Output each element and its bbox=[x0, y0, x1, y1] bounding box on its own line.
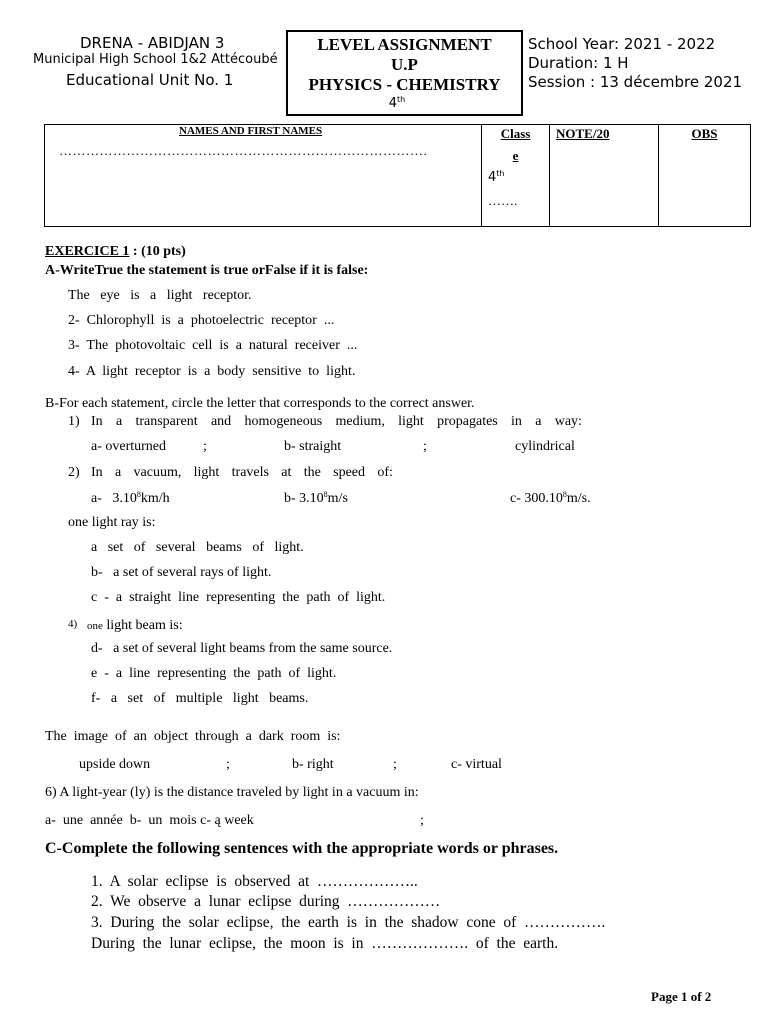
obs-header: OBS bbox=[691, 126, 718, 141]
assignment-title: LEVEL ASSIGNMENT bbox=[317, 35, 492, 54]
q5-stem: The image of an object through a dark room is: bbox=[45, 729, 341, 744]
part-b-title: B-For each statement, circle the letter that corresponds to the correct answer. bbox=[45, 396, 475, 411]
class-e: e bbox=[512, 148, 519, 163]
names-dots: ………………………………………………………………………. bbox=[59, 143, 428, 158]
q4-number: 4) bbox=[68, 618, 78, 630]
q2-option-a[interactable]: a- 3.10$^8$km/h bbox=[91, 490, 170, 506]
part-a-item: 3- The photovoltaic cell is a natural receiver ... bbox=[68, 338, 358, 353]
part-a-item: 2- Chlorophyll is a photoelectric receptor ... bbox=[68, 313, 335, 328]
part-c-item: 2. We observe a lunar eclipse during ……………… bbox=[91, 893, 441, 910]
q5-separator: ; bbox=[226, 757, 230, 772]
q6-options[interactable]: a- une année b- un mois c- ą week bbox=[45, 813, 254, 828]
school-name: Municipal High School 1&2 Attécoubé bbox=[33, 52, 278, 67]
q2-option-c[interactable]: c- 300.10$^8$m/s. bbox=[510, 490, 591, 506]
class-header: Class bbox=[500, 126, 531, 141]
q4-option[interactable]: d- a set of several light beams from the same source. bbox=[91, 641, 393, 656]
session-date: Session : 13 décembre 2021 bbox=[528, 73, 743, 91]
q2-number: 2) bbox=[68, 465, 80, 480]
duration: Duration: 1 H bbox=[528, 54, 629, 72]
q3-option[interactable]: c - a straight line representing the path of light. bbox=[91, 590, 386, 605]
q4-option[interactable]: f- a set of multiple light beams. bbox=[91, 691, 309, 706]
part-c-item: 3. During the solar eclipse, the earth is in the shadow cone of ……………. bbox=[91, 914, 606, 931]
q4-option[interactable]: e - a line representing the path of light. bbox=[91, 666, 337, 681]
q1-option-a[interactable]: a- overturned bbox=[91, 439, 167, 454]
q3-option[interactable]: a set of several beams of light. bbox=[91, 540, 304, 555]
q2-text: In a vacuum, light travels at the speed of: bbox=[91, 465, 393, 480]
subject-title: PHYSICS - CHEMISTRY bbox=[308, 75, 501, 94]
part-c-title: C-Complete the following sentences with the appropriate words or phrases. bbox=[45, 840, 559, 857]
school-year: School Year: 2021 - 2022 bbox=[528, 35, 716, 53]
exercise-title: EXERCICE 1 : (10 pts) bbox=[45, 244, 186, 259]
grade-level: 4th bbox=[388, 95, 406, 111]
school-region: DRENA - ABIDJAN 3 bbox=[80, 34, 225, 52]
part-a-title: A-WriteTrue the statement is true orFalse if it is false: bbox=[45, 263, 369, 278]
q1-separator: ; bbox=[203, 439, 207, 454]
q4-stem: one light beam is: bbox=[87, 618, 183, 633]
class-dots: ……. bbox=[488, 193, 518, 208]
assignment-up: U.P bbox=[391, 55, 418, 74]
note-cell[interactable] bbox=[550, 125, 659, 227]
q5-option-c[interactable]: c- virtual bbox=[451, 757, 502, 772]
q1-separator: ; bbox=[423, 439, 427, 454]
educational-unit: Educational Unit No. 1 bbox=[66, 71, 234, 89]
q1-option-b[interactable]: b- straight bbox=[284, 439, 342, 454]
q5-option-a[interactable]: upside down bbox=[79, 757, 151, 772]
q1-number: 1) bbox=[68, 414, 80, 429]
part-c-item: During the lunar eclipse, the moon is in ………………. of the earth. bbox=[91, 935, 559, 952]
note-header: NOTE/20 bbox=[556, 126, 610, 141]
page-number: Page 1 of 2 bbox=[651, 989, 712, 1004]
part-c-item: 1. A solar eclipse is observed at ……………….. bbox=[91, 873, 418, 890]
q2-option-b[interactable]: b- 3.10$^8$m/s bbox=[284, 490, 348, 506]
class-cell[interactable] bbox=[482, 125, 550, 227]
q5-option-b[interactable]: b- right bbox=[292, 757, 334, 772]
q3-option[interactable]: b- a set of several rays of light. bbox=[91, 565, 272, 580]
student-info-table bbox=[44, 124, 751, 227]
q5-separator: ; bbox=[393, 757, 397, 772]
q3-stem: one light ray is: bbox=[68, 515, 156, 530]
obs-cell[interactable] bbox=[659, 125, 751, 227]
q6-separator: ; bbox=[420, 813, 424, 828]
names-header: NAMES AND FIRST NAMES bbox=[179, 125, 323, 137]
q6-stem: 6) A light-year (ly) is the distance traveled by light in a vacuum in: bbox=[45, 785, 419, 800]
part-a-item: 4- A light receptor is a body sensitive to light. bbox=[68, 364, 356, 379]
names-cell[interactable] bbox=[45, 125, 482, 227]
part-a-item: The eye is a light receptor. bbox=[68, 288, 252, 303]
q1-text: In a transparent and homogeneous medium, light propagates in a way: bbox=[91, 414, 582, 429]
class-value: 4th bbox=[488, 169, 505, 185]
q1-option-c[interactable]: cylindrical bbox=[515, 439, 575, 454]
